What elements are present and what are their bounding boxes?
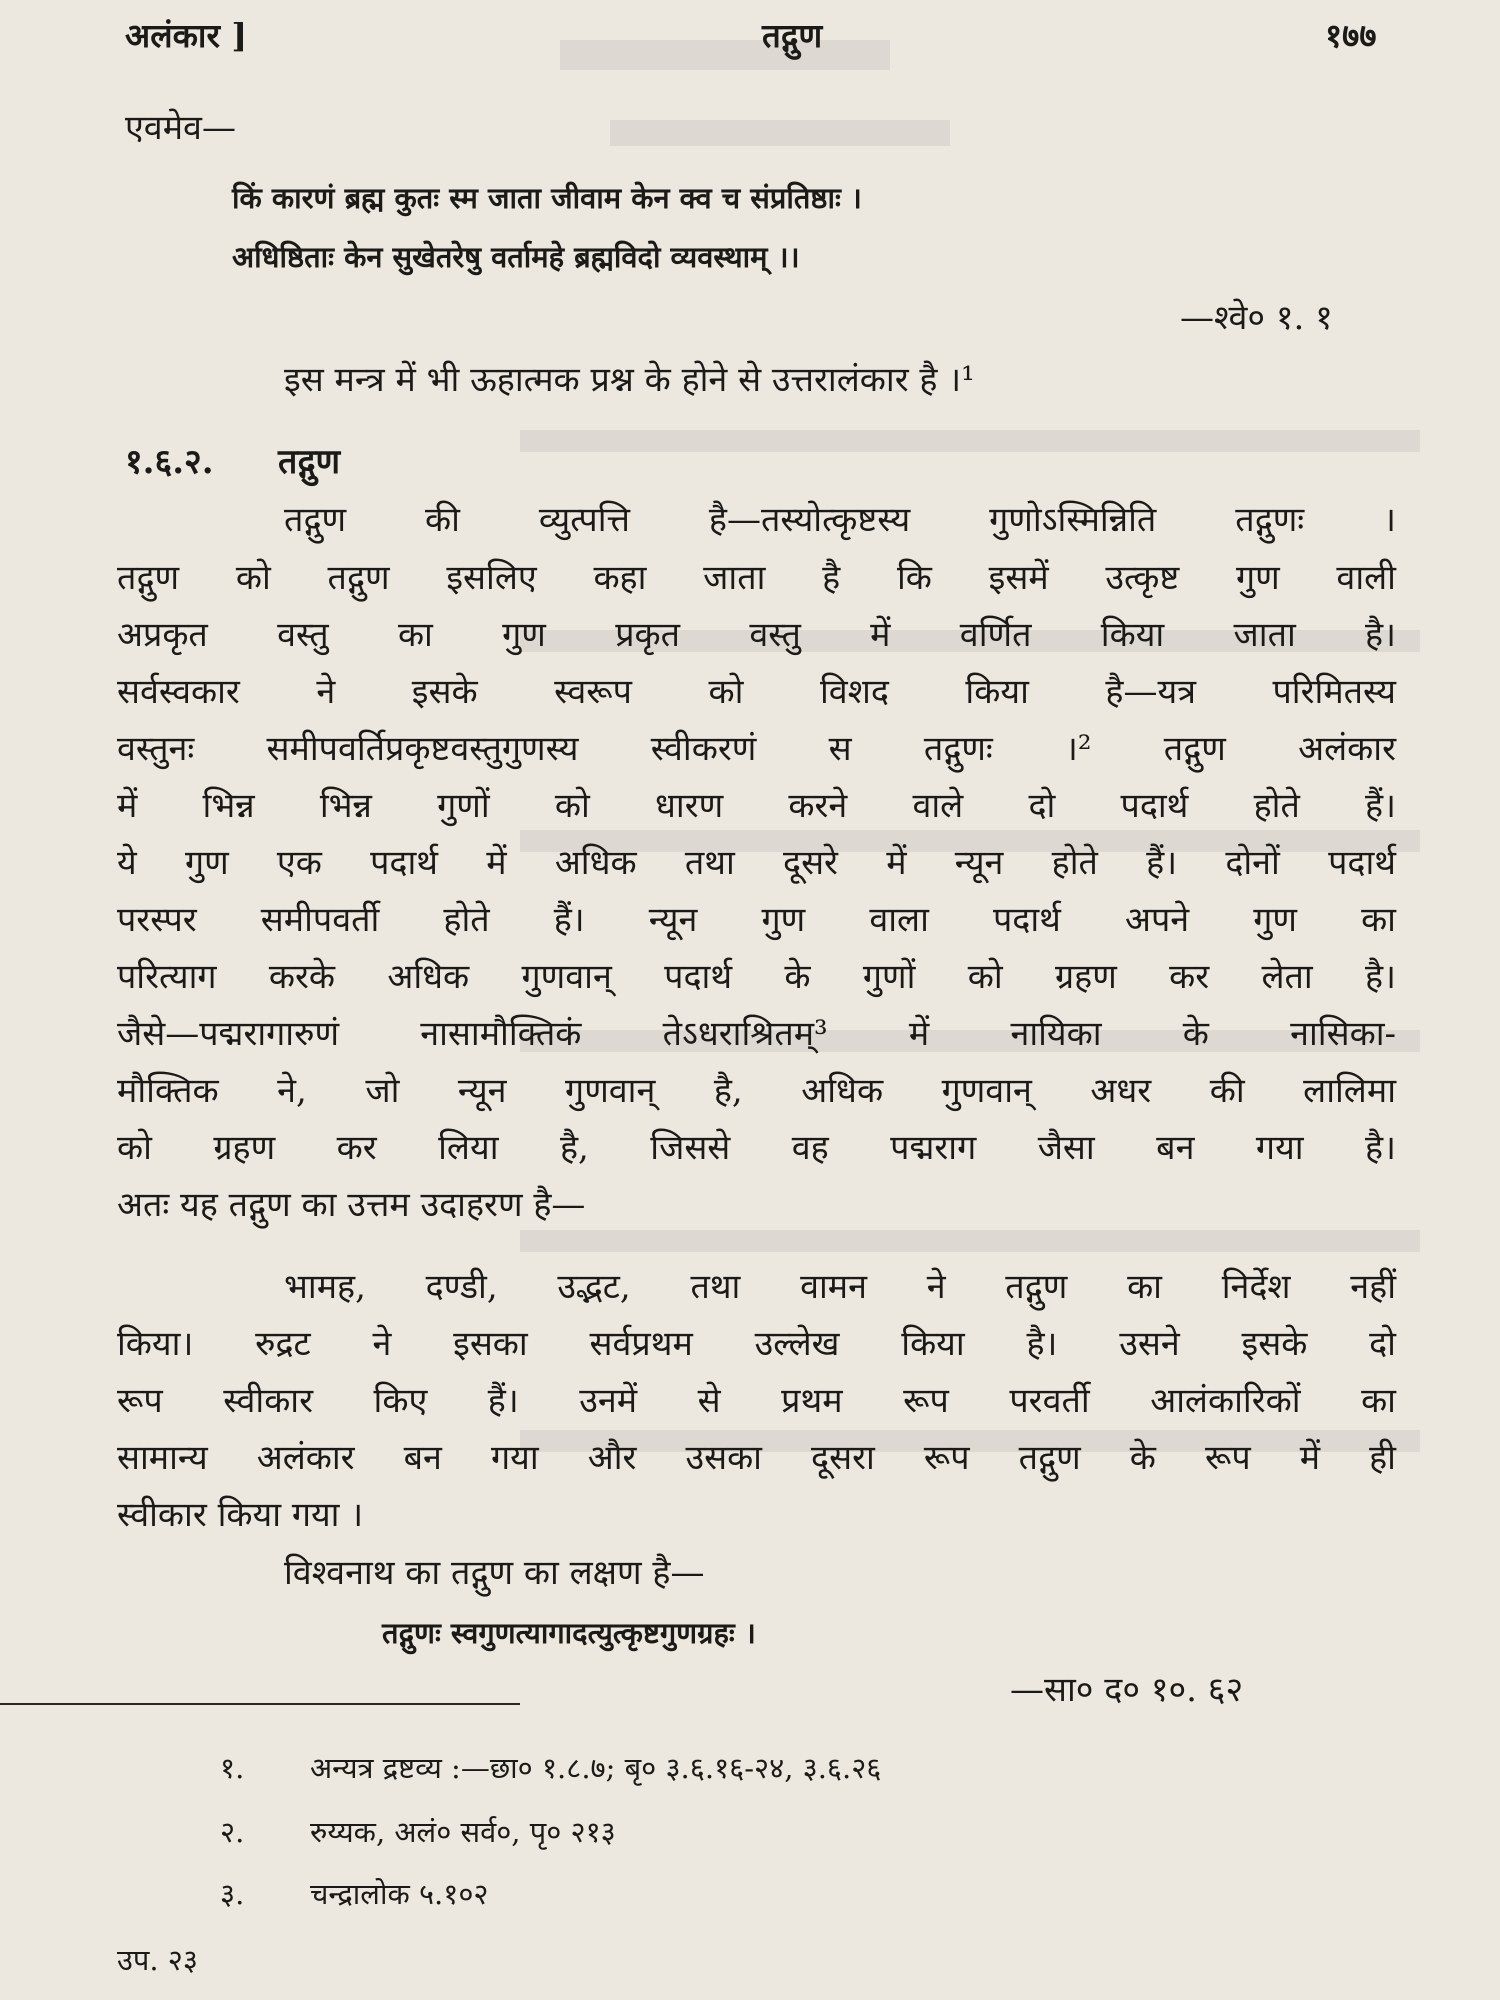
definition-verse: तद्गुणः स्वगुणत्यागादत्युत्कृष्टगुणग्रहः ।: [382, 1616, 756, 1650]
para3-line-3: रूप स्वीकार किए हैं। उनमें से प्रथम रूप परवर्ती आलंकारिकों का: [117, 1381, 1396, 1421]
footnote-1-number: १.: [220, 1751, 245, 1785]
verse-line-2: अधिष्ठिताः केन सुखेतरेषु वर्तामहे ब्रह्मविदो व्यवस्थाम् ।।: [232, 240, 800, 274]
para2-line-4: सर्वस्वकार ने इसके स्वरूप को विशद किया है—यत्र परिमितस्य: [117, 672, 1396, 712]
para3-line-2: किया। रुद्रट ने इसका सर्वप्रथम उल्लेख किया है। उसने इसके दो: [117, 1324, 1396, 1364]
para2-line-11: मौक्तिक ने, जो न्यून गुणवान् है, अधिक गुणवान् अधर की लालिमा: [117, 1071, 1396, 1111]
para2-line-6: में भिन्न भिन्न गुणों को धारण करने वाले दो पदार्थ होते हैं।: [117, 786, 1396, 826]
footnote-1-text: अन्यत्र द्रष्टव्य :—छा० १.८.७; बृ० ३.६.१६-२४, ३.६.२६: [310, 1751, 882, 1785]
verse-reference: —श्वे० १. १: [1180, 298, 1333, 338]
footnote-divider: [0, 1703, 520, 1705]
footnote-3-text: चन्द्रालोक ५.१०२: [310, 1877, 489, 1911]
para2-line-3: अप्रकृत वस्तु का गुण प्रकृत वस्तु में वर्णित किया जाता है।: [117, 615, 1396, 655]
running-header-chapter: अलंकार ]: [125, 16, 248, 55]
footnote-2-number: २.: [220, 1815, 245, 1849]
paragraph-1: इस मन्त्र में भी ऊहात्मक प्रश्न के होने से उत्तरालंकार है ।¹: [284, 360, 975, 400]
footnote-3-number: ३.: [220, 1877, 245, 1911]
page-number: १७७: [1325, 16, 1377, 55]
para2-line-9: परित्याग करके अधिक गुणवान् पदार्थ के गुणों को ग्रहण कर लेता है।: [117, 957, 1396, 997]
verse-line-1: किं कारणं ब्रह्म कुतः स्म जाता जीवाम केन क्व च संप्रतिष्ठाः ।: [232, 181, 862, 215]
definition-reference: —सा० द० १०. ६२: [1010, 1670, 1244, 1710]
para2-line-10: जैसे—पद्मरागारुणं नासामौक्तिकं तेऽधराश्रितम्³ में नायिका के नासिका-: [117, 1014, 1396, 1054]
paragraph-4: विश्वनाथ का तद्गुण का लक्षण है—: [284, 1553, 705, 1593]
para2-line-8: परस्पर समीपवर्ती होते हैं। न्यून गुण वाला पदार्थ अपने गुण का: [117, 900, 1396, 940]
footnote-2-text: रुय्यक, अलं० सर्व०, पृ० २१३: [310, 1815, 616, 1849]
section-number: १.६.२.: [125, 442, 214, 482]
para3-line-4: सामान्य अलंकार बन गया और उसका दूसरा रूप तद्गुण के रूप में ही: [117, 1438, 1396, 1478]
para2-line-7: ये गुण एक पदार्थ में अधिक तथा दूसरे में न्यून होते हैं। दोनों पदार्थ: [117, 843, 1396, 883]
section-title: तद्गुण: [278, 442, 341, 482]
intro-text: एवमेव—: [125, 108, 236, 148]
para2-line-2: तद्गुण को तद्गुण इसलिए कहा जाता है कि इसमें उत्कृष्ट गुण वाली: [117, 558, 1396, 598]
para2-line-1: तद्गुण की व्युत्पत्ति है—तस्योत्कृष्टस्य गुणोऽस्मिन्निति तद्गुणः ।: [284, 500, 1396, 540]
running-header-title: तद्गुण: [762, 16, 823, 55]
printer-signature: उप. २३: [117, 1943, 198, 1977]
para2-line-12: को ग्रहण कर लिया है, जिससे वह पद्मराग जैसा बन गया है।: [117, 1128, 1396, 1168]
para2-line-13: अतः यह तद्गुण का उत्तम उदाहरण है—: [117, 1185, 586, 1225]
para3-line-1: भामह, दण्डी, उद्भट, तथा वामन ने तद्गुण का निर्देश नहीं: [284, 1267, 1396, 1307]
para2-line-5: वस्तुनः समीपवर्तिप्रकृष्टवस्तुगुणस्य स्वीकरणं स तद्गुणः ।² तद्गुण अलंकार: [117, 729, 1396, 769]
para3-line-5: स्वीकार किया गया ।: [117, 1495, 364, 1535]
